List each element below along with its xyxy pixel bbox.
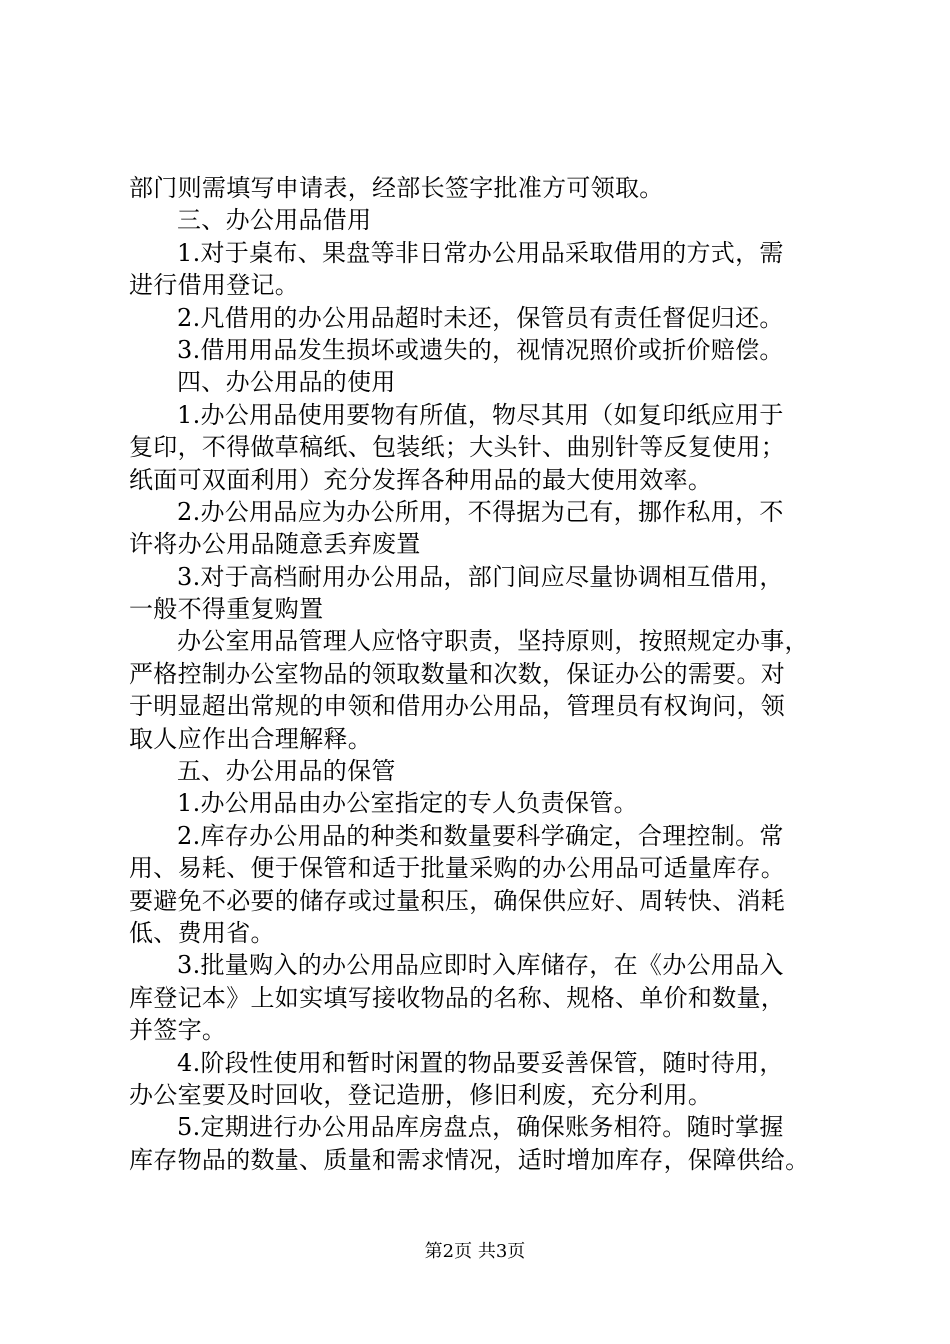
text-line: 库存物品的数量、质量和需求情况，适时增加库存，保障供给。 (129, 1145, 810, 1174)
page-footer (0, 1240, 950, 1264)
text-line: 2.凡借用的办公用品超时未还，保管员有责任督促归还。 (177, 303, 784, 332)
text-line: 要避免不必要的储存或过量积压，确保供应好、周转快、消耗 (129, 886, 786, 915)
text-line: 2.办公用品应为办公所用，不得据为己有，挪作私用，不 (177, 497, 784, 526)
text-line: 三、办公用品借用 (177, 206, 372, 235)
text-line: 纸面可双面利用）充分发挥各种用品的最大使用效率。 (129, 465, 713, 494)
text-line: 低、费用省。 (129, 918, 275, 947)
text-line: 1.对于桌布、果盘等非日常办公用品采取借用的方式，需 (177, 238, 784, 267)
text-line: 取人应作出合理解释。 (129, 724, 372, 753)
text-line: 4.阶段性使用和暂时闲置的物品要妥善保管，随时待用， (177, 1048, 784, 1077)
text-line: 1.办公用品使用要物有所值，物尽其用（如复印纸应用于 (177, 400, 784, 429)
text-line: 5.定期进行办公用品库房盘点，确保账务相符。随时掌握 (177, 1113, 784, 1142)
text-line: 用、易耗、便于保管和适于批量采购的办公用品可适量库存。 (129, 854, 786, 883)
text-line: 3.批量购入的办公用品应即时入库储存，在《办公用品入 (177, 951, 784, 980)
text-line: 四、办公用品的使用 (177, 368, 396, 397)
text-line: 复印，不得做草稿纸、包装纸；大头针、曲别针等反复使用； (129, 433, 786, 462)
text-line: 进行借用登记。 (129, 271, 300, 300)
text-line: 办公室要及时回收，登记造册，修旧利废，充分利用。 (129, 1080, 713, 1109)
text-line: 3.借用用品发生损坏或遗失的，视情况照价或折价赔偿。 (177, 335, 784, 364)
text-line: 办公室用品管理人应恪守职责，坚持原则，按照规定办事， (177, 627, 809, 656)
text-line: 许将办公用品随意丢弃废置 (129, 530, 421, 559)
text-line: 五、办公用品的保管 (177, 757, 396, 786)
text-line: 2.库存办公用品的种类和数量要科学确定，合理控制。常 (177, 821, 784, 850)
page-number-label: 第2页 共3页 (424, 1241, 526, 1262)
text-line: 3.对于高档耐用办公用品，部门间应尽量协调相互借用， (177, 562, 784, 591)
text-line: 库登记本》上如实填写接收物品的名称、规格、单价和数量， (129, 983, 786, 1012)
text-line: 严格控制办公室物品的领取数量和次数，保证办公的需要。对 (129, 659, 786, 688)
text-line: 部门则需填写申请表，经部长签字批准方可领取。 (129, 174, 664, 202)
document-body (129, 172, 859, 1176)
text-line: 1.办公用品由办公室指定的专人负责保管。 (177, 789, 638, 818)
text-line: 一般不得重复购置 (129, 595, 324, 624)
text-line: 于明显超出常规的申领和借用办公用品，管理员有权询问，领 (129, 692, 786, 721)
text-line: 并签字。 (129, 1016, 227, 1045)
